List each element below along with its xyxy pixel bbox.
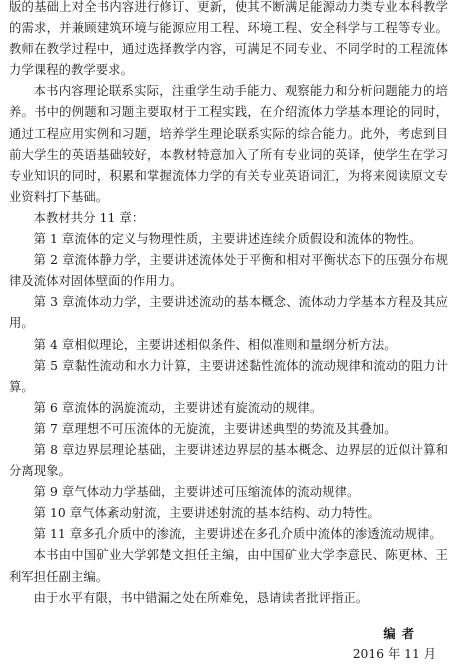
chapter-summary-10: 第 10 章气体紊动射流，主要讲述射流的基本结构、动力特性。: [33, 506, 380, 521]
chapter-summary-7: 第 7 章理想不可压流体的无旋流，主要讲述典型的势流及其叠加。: [33, 421, 397, 436]
paragraph-apology: 由于水平有限，书中错漏之处在所难免，恳请读者批评指正。: [33, 590, 369, 605]
paragraph-continued: 版的基础上对全书内容进行修订、更新，使其不断满足能源动力类专业本科教学的需求，并兼顾建筑环境与能源应用工程、环境工程、安全科学与工程等专业。教师在教学过程中，通过选择教学内容，可满足不同专业、不同学时的工程流体力学课程的教学要求。: [9, 0, 448, 78]
preface-body: [9, 0, 448, 609]
signature-editor: 编者: [383, 625, 420, 641]
chapter-summary-1: 第 1 章流体的定义与物理性质，主要讲述连续介质假设和流体的物性。: [33, 232, 422, 247]
signature-block: [9, 623, 448, 665]
chapter-summary-11: 第 11 章多孔介质中的渗流，主要讲述在多孔介质中流体的渗透流动规律。: [33, 527, 442, 542]
chapter-summary-2: 第 2 章流体静力学，主要讲述流体处于平衡和相对平衡状态下的压强分布规律及流体对固体壁面的作用力。: [9, 253, 448, 289]
chapter-summary-4: 第 4 章相似理论，主要讲述相似条件、相似准则和量纲分析方法。: [33, 337, 397, 352]
paragraph-chapter-count: 本教材共分 11 章：: [33, 210, 145, 225]
chapter-summary-3: 第 3 章流体动力学，主要讲述流动的基本概念、流体动力学基本方程及其应用。: [9, 295, 448, 331]
paragraph-content-philosophy: 本书内容理论联系实际，注重学生动手能力、观察能力和分析问题能力的培养。书中的例题和习题主要取材于工程实践，在介绍流体力学基本理论的同时，通过工程应用实例和习题，培养学生理论联系实际的综合能力。此外，考虑到目前大学生的英语基础较好，本教材特意加入了所有专业词的英译，使学生在学习专业知识的同时，积累和掌握流体力学的有关专业英语词汇，为将来阅读原文专业资料打下基础。: [9, 84, 448, 204]
signature-date: 2016 年 11 月: [352, 646, 436, 661]
chapter-summary-9: 第 9 章气体动力学基础，主要讲述可压缩流体的流动规律。: [33, 485, 360, 500]
chapter-summary-8: 第 8 章边界层理论基础，主要讲述边界层的基本概念、边界层的近似计算和分离现象。: [9, 442, 448, 479]
paragraph-editors: 本书由中国矿业大学郭楚文担任主编，由中国矿业大学李意民、陈更林、王利军担任副主编。: [9, 548, 448, 584]
chapter-summary-5: 第 5 章黏性流动和水力计算，主要讲述黏性流体的流动规律和流动的阻力计算。: [9, 358, 448, 394]
chapter-summary-6: 第 6 章流体的涡旋流动，主要讲述有旋流动的规律。: [33, 400, 323, 415]
